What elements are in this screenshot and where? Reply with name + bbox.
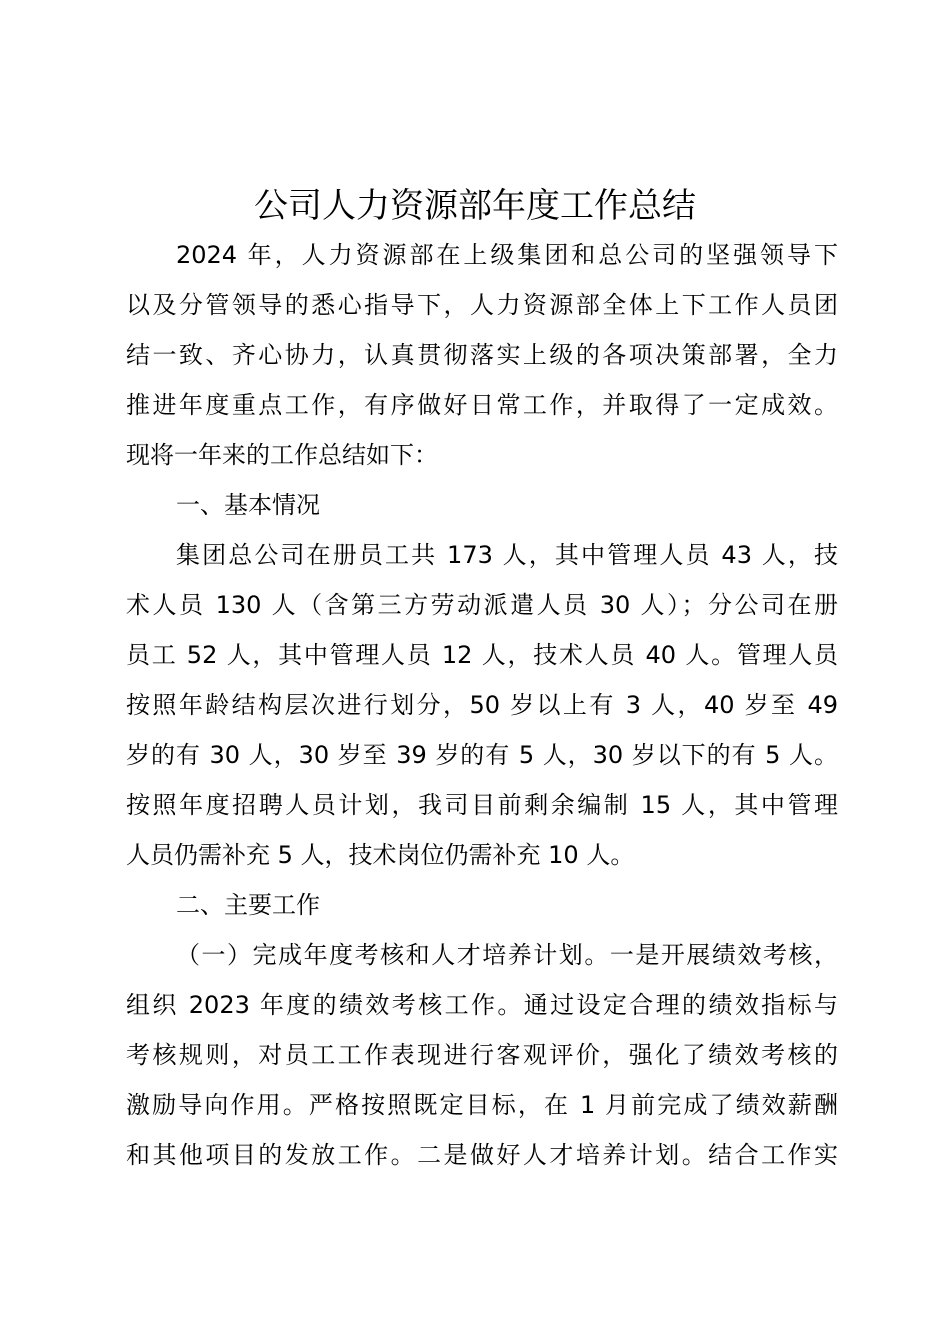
paragraph-line: 员工 52 人，其中管理人员 12 人，技术人员 40 人。管理人员 [126, 641, 838, 669]
paragraph-line: （一）完成年度考核和人才培养计划。一是开展绩效考核， [176, 941, 838, 969]
paragraph-line: 术人员 130 人（含第三方劳动派遣人员 30 人）；分公司在册 [126, 591, 838, 619]
document-title: 公司人力资源部年度工作总结 [254, 186, 696, 226]
paragraph-line: 推进年度重点工作，有序做好日常工作，并取得了一定成效。 [126, 391, 838, 419]
document-body [126, 230, 838, 1180]
paragraph-line: 2024 年，人力资源部在上级集团和总公司的坚强领导下 [176, 241, 838, 269]
paragraph-line: 和其他项目的发放工作。二是做好人才培养计划。结合工作实 [126, 1141, 838, 1169]
paragraph-line: 现将一年来的工作总结如下： [126, 441, 438, 469]
paragraph-line: 集团总公司在册员工共 173 人，其中管理人员 43 人，技 [176, 541, 838, 569]
paragraph-line: 按照年龄结构层次进行划分，50 岁以上有 3 人，40 岁至 49 [126, 691, 838, 719]
section-heading: 一、基本情况 [176, 491, 320, 519]
paragraph-line: 组织 2023 年度的绩效考核工作。通过设定合理的绩效指标与 [126, 991, 838, 1019]
paragraph-line: 人员仍需补充 5 人，技术岗位仍需补充 10 人。 [126, 841, 635, 869]
paragraph-line: 岁的有 30 人，30 岁至 39 岁的有 5 人，30 岁以下的有 5 人。 [126, 741, 838, 769]
paragraph-line: 以及分管领导的悉心指导下，人力资源部全体上下工作人员团 [126, 291, 838, 319]
paragraph-line: 结一致、齐心协力，认真贯彻落实上级的各项决策部署，全力 [126, 341, 838, 369]
paragraph-line: 考核规则，对员工工作表现进行客观评价，强化了绩效考核的 [126, 1041, 838, 1069]
paragraph-line: 激励导向作用。严格按照既定目标，在 1 月前完成了绩效薪酬 [126, 1091, 838, 1119]
section-heading: 二、主要工作 [176, 891, 320, 919]
paragraph-line: 按照年度招聘人员计划，我司目前剩余编制 15 人，其中管理 [126, 791, 838, 819]
